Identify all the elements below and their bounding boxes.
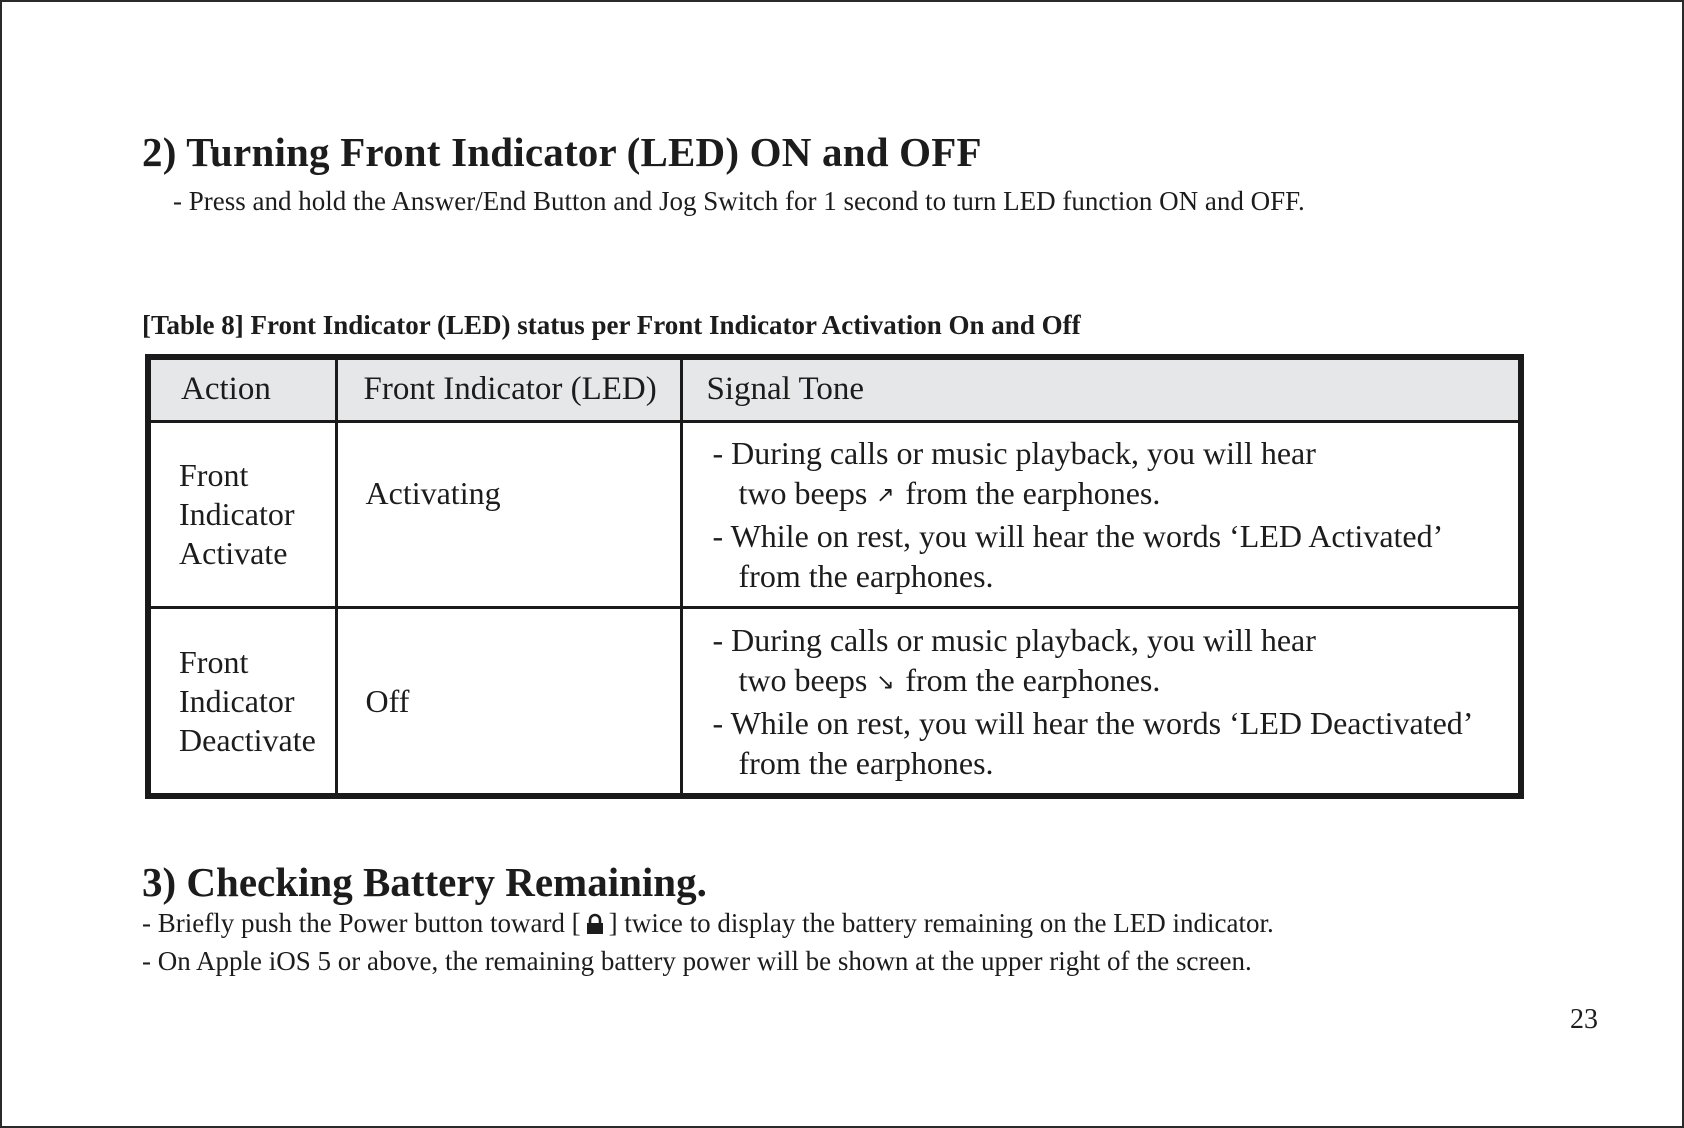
table-row [148,421,1521,608]
tone-text: from the earphones. [905,474,1161,511]
battery-instruction-1 [142,908,1274,939]
tone-line: - While on rest, you will hear the words ‘LED Deactivated’ [712,704,1474,741]
tone-line [713,473,1519,516]
page-number: 23 [1570,1004,1598,1035]
action-line: Front [179,643,249,680]
action-line: Deactivate [179,721,316,758]
table-caption: [Table 8] Front Indicator (LED) status per Front Indicator Activation On and Off [142,310,1081,340]
tone-text: from the earphones. [905,661,1161,698]
header-signal-tone: Signal Tone [681,357,1521,421]
instruction-text: ] twice to display the battery remaining on the LED indicator. [608,908,1274,938]
lock-icon [585,911,605,933]
action-line: Front [179,456,249,493]
tone-line: - During calls or music playback, you will hear [712,621,1316,658]
tone-line: from the earphones. [738,557,994,594]
tone-text: two beeps [738,474,868,511]
table-header-row [148,357,1521,421]
up-right-arrow-icon: ↗ [876,482,895,508]
down-right-arrow-icon: ↘ [876,669,895,695]
table-row [148,608,1521,796]
led-status-cell: Off [336,608,681,796]
battery-instruction-2: - On Apple iOS 5 or above, the remaining battery power will be shown at the upper right of the screen. [142,946,1252,976]
tone-line: - During calls or music playback, you will hear [712,434,1316,471]
header-front-indicator: Front Indicator (LED) [336,357,681,421]
signal-tone-cell [681,421,1521,608]
section-2-heading: 2) Turning Front Indicator (LED) ON and OFF [142,129,982,175]
action-line: Indicator [179,682,295,719]
led-status-table [145,354,1524,799]
header-action: Action [148,357,336,421]
led-status-cell: Activating [336,421,681,608]
tone-line: from the earphones. [738,744,994,781]
tone-line: - While on rest, you will hear the words ‘LED Activated’ [712,517,1444,554]
action-cell [148,608,336,796]
instruction-text: - Briefly push the Power button toward [ [142,908,581,938]
tone-text: two beeps [738,661,868,698]
tone-line [713,660,1519,703]
signal-tone-cell [681,608,1521,796]
action-line: Indicator [179,495,295,532]
section-3-heading: 3) Checking Battery Remaining. [142,859,707,905]
action-cell [148,421,336,608]
section-2-instruction: - Press and hold the Answer/End Button and Jog Switch for 1 second to turn LED function ON and OFF. [173,186,1305,216]
action-line: Activate [179,534,288,571]
